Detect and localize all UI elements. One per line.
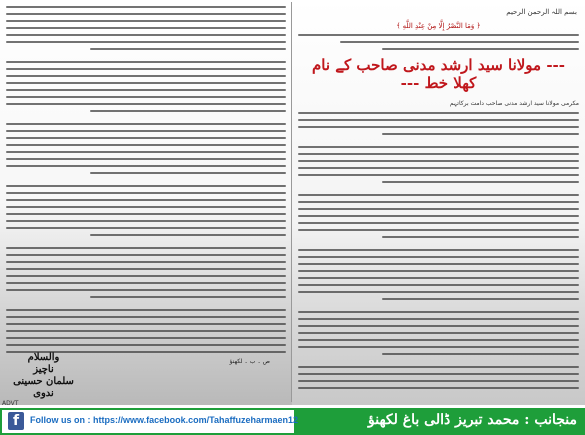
text-line	[6, 323, 286, 325]
text-line	[298, 291, 579, 293]
text-line	[340, 41, 579, 43]
text-line	[6, 41, 286, 43]
quran-verse: ﴿ وَمَا النَّصْرُ إِلَّا مِنْ عِنْدِ اللَّهِ ﴾	[396, 22, 481, 30]
text-line	[298, 270, 579, 272]
text-line	[90, 296, 286, 298]
text-line	[90, 48, 286, 50]
facebook-link[interactable]	[2, 410, 299, 433]
address-line: ص ۔ ب ۔ لکھنؤ	[229, 358, 270, 365]
text-line	[298, 284, 579, 286]
text-line	[6, 185, 286, 187]
text-line	[298, 119, 579, 121]
text-line	[6, 20, 286, 22]
text-line	[298, 153, 579, 155]
salutation: مکرمی مولانا سید ارشد مدنی صاحب دامت برکاتہم	[449, 100, 579, 107]
text-line	[6, 144, 286, 146]
text-line	[298, 201, 579, 203]
facebook-icon: f	[8, 412, 24, 430]
text-line	[6, 268, 286, 270]
signer-title: ناچیز	[33, 364, 54, 375]
text-line	[6, 220, 286, 222]
text-line	[298, 34, 579, 36]
text-line	[298, 277, 579, 279]
text-line	[298, 126, 579, 128]
text-line	[90, 234, 286, 236]
text-line	[6, 130, 286, 132]
text-line	[6, 337, 286, 339]
text-line	[298, 311, 579, 313]
basmala: بسم اللہ الرحمن الرحیم	[506, 8, 577, 16]
text-line	[298, 346, 579, 348]
text-line	[298, 222, 579, 224]
text-line	[6, 34, 286, 36]
text-line	[298, 249, 579, 251]
text-line	[298, 215, 579, 217]
text-line	[6, 289, 286, 291]
text-line	[6, 158, 286, 160]
left-column	[6, 6, 286, 358]
text-line	[6, 330, 286, 332]
text-line	[298, 174, 579, 176]
text-line	[6, 282, 286, 284]
text-line	[90, 172, 286, 174]
text-line	[6, 227, 286, 229]
closing: والسلام	[27, 352, 60, 363]
text-line	[6, 254, 286, 256]
text-line	[6, 344, 286, 346]
text-line	[298, 325, 579, 327]
text-line	[298, 112, 579, 114]
letter-headline: --- مولانا سید ارشد مدنی صاحب کے نام کھلا خط ---	[312, 56, 565, 92]
text-line	[6, 316, 286, 318]
text-line	[382, 298, 579, 300]
sender-line: منجانب : محمد تبریز ڈالی باغ لکھنؤ	[367, 412, 577, 428]
text-line	[382, 48, 579, 50]
text-line	[298, 146, 579, 148]
text-line	[6, 275, 286, 277]
text-line	[382, 181, 579, 183]
text-line	[298, 387, 579, 389]
text-line	[6, 151, 286, 153]
text-line	[298, 160, 579, 162]
right-column	[298, 6, 579, 394]
text-line	[90, 110, 286, 112]
text-line	[298, 339, 579, 341]
text-line	[6, 192, 286, 194]
text-line	[298, 208, 579, 210]
text-line	[382, 236, 579, 238]
text-line	[6, 206, 286, 208]
text-line	[6, 137, 286, 139]
text-line	[298, 373, 579, 375]
text-line	[6, 6, 286, 8]
text-line	[6, 75, 286, 77]
text-line	[6, 96, 286, 98]
text-line	[6, 61, 286, 63]
text-line	[298, 380, 579, 382]
text-line	[6, 309, 286, 311]
text-line	[6, 247, 286, 249]
signer-name: سلمان حسینی ندوی	[13, 376, 74, 399]
text-line	[298, 318, 579, 320]
text-line	[298, 366, 579, 368]
text-line	[6, 261, 286, 263]
facebook-url[interactable]: Follow us on : https://www.facebook.com/Tahaffuzeharmaen12	[30, 415, 299, 425]
text-line	[382, 133, 579, 135]
text-line	[6, 123, 286, 125]
text-line	[6, 89, 286, 91]
column-divider	[291, 2, 292, 402]
text-line	[6, 165, 286, 167]
text-line	[298, 229, 579, 231]
text-line	[298, 263, 579, 265]
text-line	[6, 68, 286, 70]
text-line	[6, 82, 286, 84]
advt-label: ADVT	[2, 400, 19, 407]
body-text	[298, 112, 579, 389]
text-line	[6, 13, 286, 15]
text-line	[6, 199, 286, 201]
text-line	[6, 103, 286, 105]
text-line	[382, 353, 579, 355]
body-text	[6, 6, 286, 353]
text-line	[298, 167, 579, 169]
text-line	[298, 194, 579, 196]
signature-block	[6, 352, 81, 400]
text-line	[6, 213, 286, 215]
text-line	[298, 332, 579, 334]
text-line	[298, 256, 579, 258]
text-line	[6, 27, 286, 29]
